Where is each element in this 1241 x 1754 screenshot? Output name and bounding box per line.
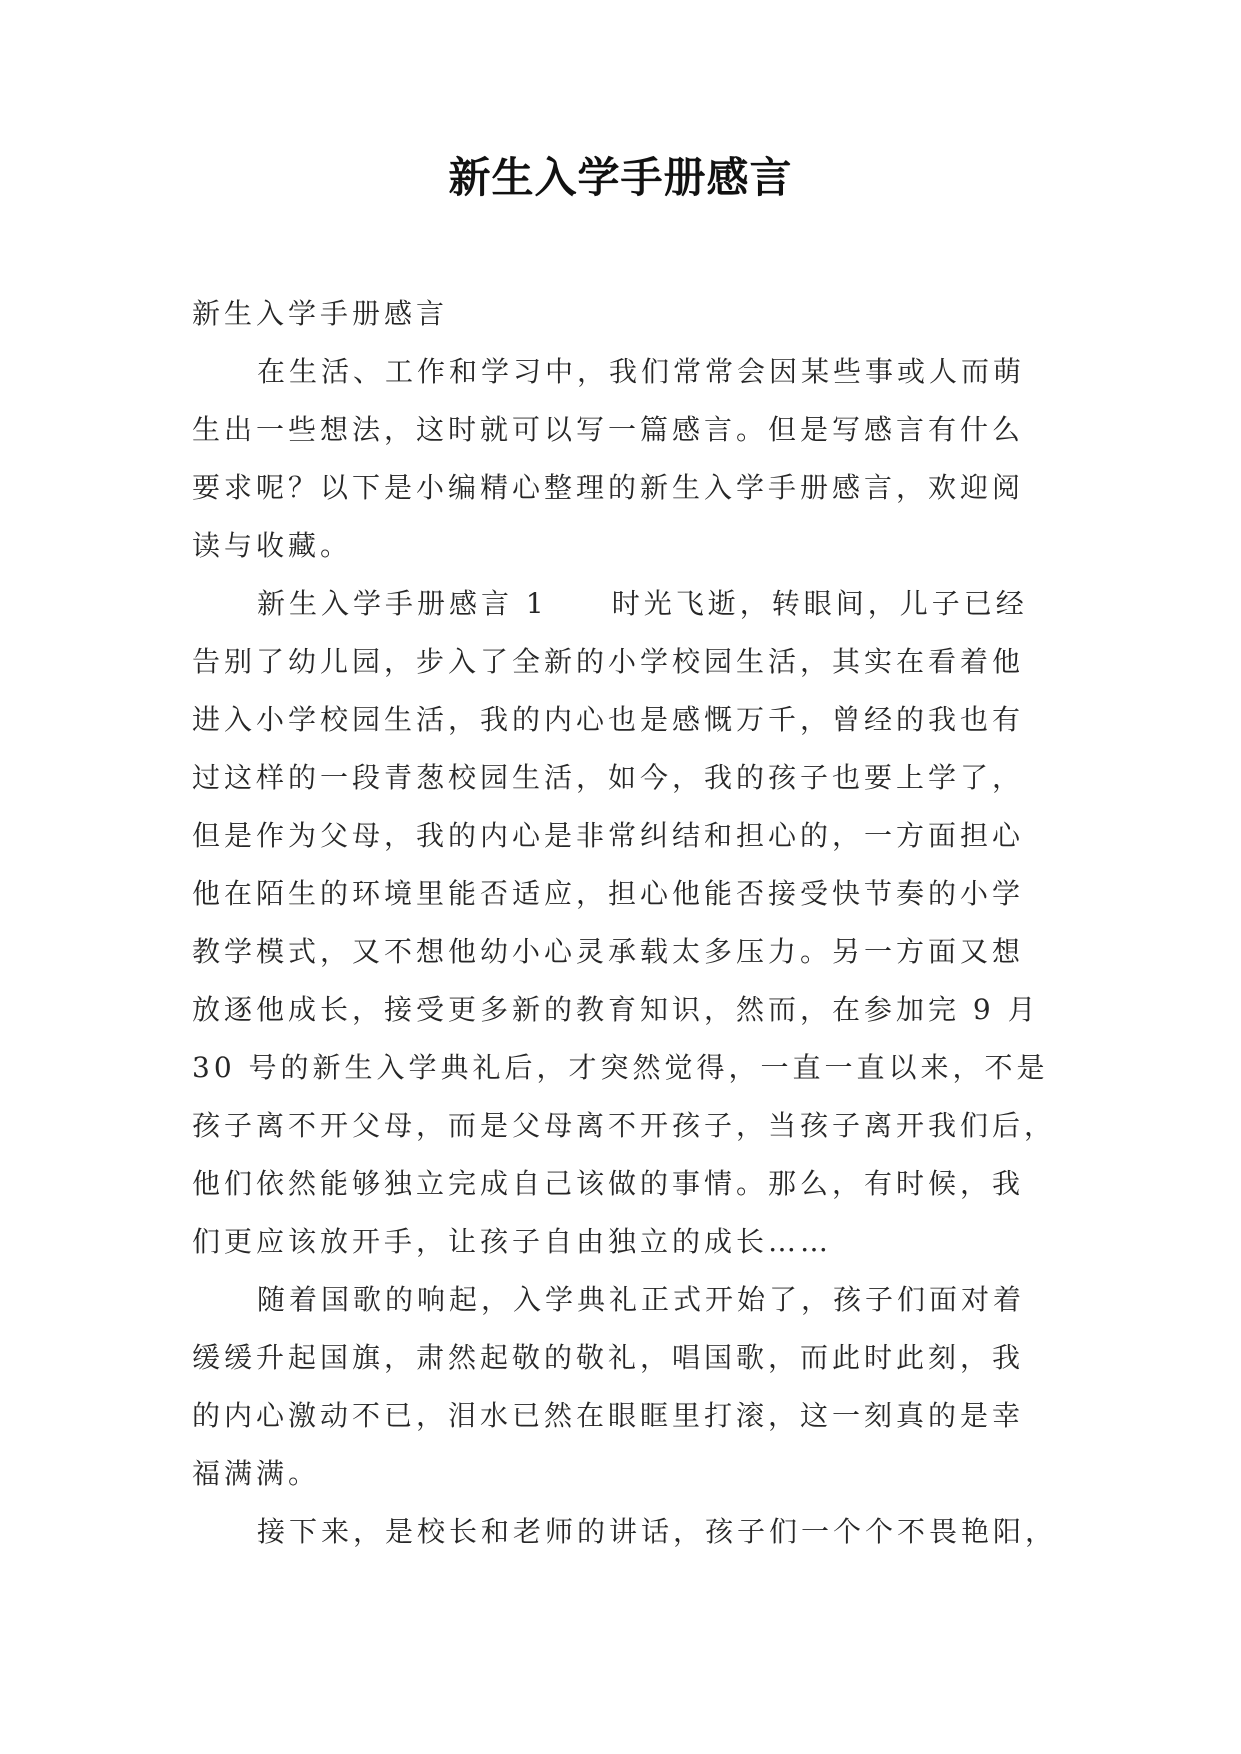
body-line: 在生活、工作和学习中，我们常常会因某些事或人而萌	[257, 355, 1026, 388]
body-line: 他在陌生的环境里能否适应，担心他能否接受快节奏的小学	[192, 877, 1025, 910]
body-line: 读与收藏。	[192, 529, 353, 562]
body-line: 们更应该放开手，让孩子自由独立的成长……	[192, 1225, 833, 1258]
page-title: 新生入学手册感言	[448, 153, 793, 202]
body-line: 孩子离不开父母，而是父母离不开孩子，当孩子离开我们后，	[192, 1109, 1057, 1142]
body-line: 放逐他成长，接受更多新的教育知识，然而，在参加完 9 月	[192, 993, 1040, 1026]
document-body	[192, 285, 1058, 1561]
body-line: 他们依然能够独立完成自己该做的事情。那么，有时候，我	[192, 1167, 1025, 1200]
body-line: 福满满。	[192, 1457, 321, 1490]
body-line: 过这样的一段青葱校园生活，如今，我的孩子也要上学了，	[192, 761, 1025, 794]
body-line: 的内心激动不已，泪水已然在眼眶里打滚，这一刻真的是幸	[192, 1399, 1025, 1432]
body-line: 新生入学手册感言 1 时光飞逝，转眼间，儿子已经	[257, 587, 1028, 620]
body-line: 30 号的新生入学典礼后，才突然觉得，一直一直以来，不是	[192, 1051, 1049, 1084]
body-line: 要求呢？以下是小编精心整理的新生入学手册感言，欢迎阅	[192, 471, 1025, 504]
body-line: 随着国歌的响起，入学典礼正式开始了，孩子们面对着	[257, 1283, 1026, 1316]
body-line: 接下来，是校长和老师的讲话，孩子们一个个不畏艳阳，	[257, 1515, 1058, 1548]
body-line-subtitle: 新生入学手册感言	[192, 297, 449, 330]
body-line: 进入小学校园生活，我的内心也是感慨万千，曾经的我也有	[192, 703, 1025, 736]
body-line: 但是作为父母，我的内心是非常纠结和担心的，一方面担心	[192, 819, 1025, 852]
body-line: 生出一些想法，这时就可以写一篇感言。但是写感言有什么	[192, 413, 1025, 446]
body-line: 缓缓升起国旗，肃然起敬的敬礼，唱国歌，而此时此刻，我	[192, 1341, 1025, 1374]
body-line: 教学模式，又不想他幼小心灵承载太多压力。另一方面又想	[192, 935, 1025, 968]
body-line: 告别了幼儿园，步入了全新的小学校园生活，其实在看着他	[192, 645, 1025, 678]
